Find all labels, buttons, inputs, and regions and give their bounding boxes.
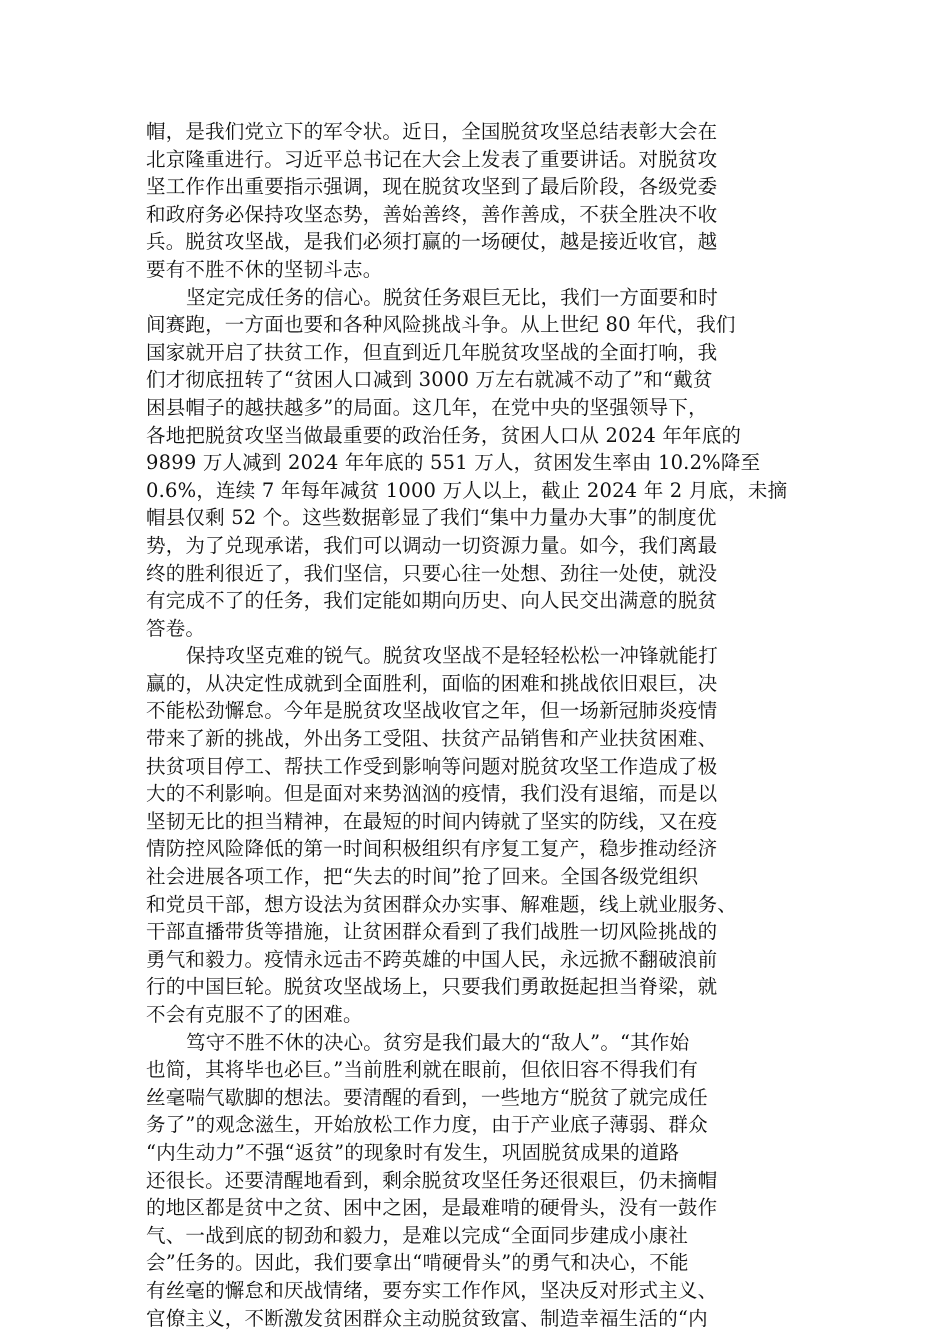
text-line: 要有不胜不休的坚韧斗志。 (146, 257, 383, 281)
text-line: 困县帽子的越扶越多”的局面。这几年，在党中央的坚强领导下， (146, 395, 708, 419)
text-line: 也简，其将毕也必巨。”当前胜利就在眼前，但依旧容不得我们有 (146, 1058, 699, 1082)
text-line: 带来了新的挑战，外出务工受阻、扶贫产品销售和产业扶贫困难、 (146, 727, 718, 751)
text-line: 终的胜利很近了，我们坚信，只要心往一处想、劲往一处使，就没 (146, 561, 718, 585)
text-line: 不能松劲懈怠。今年是脱贫攻坚战收官之年，但一场新冠肺炎疫情 (146, 699, 718, 723)
text-line: 不会有克服不了的困难。 (146, 1003, 363, 1026)
text-line: 气、一战到底的韧劲和毅力，是难以完成“全面同步建成小康社 (146, 1223, 689, 1247)
text-line: 大的不利影响。但是面对来势汹汹的疫情，我们没有退缩，而是以 (146, 782, 718, 806)
text-line: 各地把脱贫攻坚当做最重要的政治任务，贫困人口从 2024 年年底的 (146, 423, 742, 447)
text-line: 情防控风险降低的第一时间积极组织有序复工复产，稳步推动经济 (146, 837, 718, 861)
text-line: 赢的，从决定性成就到全面胜利，面临的困难和挑战依旧艰巨，决 (146, 671, 718, 695)
text-line: 国家就开启了扶贫工作，但直到近几年脱贫攻坚战的全面打响，我 (146, 340, 718, 364)
paragraph-first-line: 保持攻坚克难的锐气。脱贫攻坚战不是轻轻松松一冲锋就能打 (186, 644, 718, 668)
text-line: 勇气和毅力。疫情永远击不跨英雄的中国人民，永远掀不翻破浪前 (146, 947, 718, 971)
text-line: 会”任务的。因此，我们要拿出“啃硬骨头”的勇气和决心，不能 (146, 1251, 689, 1275)
text-line: 还很长。还要清醒地看到，剩余脱贫攻坚任务还很艰巨，仍未摘帽 (146, 1168, 718, 1192)
text-line: 和党员干部，想方设法为贫困群众办实事、解难题，线上就业服务、 (146, 892, 738, 916)
text-line: 答卷。 (146, 616, 206, 640)
text-line: 间赛跑，一方面也要和各种风险挑战斗争。从上世纪 80 年代，我们 (146, 313, 736, 337)
text-line: 北京隆重进行。习近平总书记在大会上发表了重要讲话。对脱贫攻 (146, 147, 718, 171)
text-line: 的地区都是贫中之贫、困中之困，是最难啃的硬骨头，没有一鼓作 (146, 1196, 718, 1220)
text-line: 0.6%，连续 7 年每年减贫 1000 万人以上，截止 2024 年 2 月底，未摘 (146, 478, 788, 502)
text-line: 兵。脱贫攻坚战，是我们必须打赢的一场硬仗，越是接近收官，越 (146, 230, 718, 254)
text-line: 帽，是我们党立下的军令状。近日，全国脱贫攻坚总结表彰大会在 (146, 120, 718, 143)
text-line: 坚工作作出重要指示强调，现在脱贫攻坚到了最后阶段，各级党委 (146, 175, 718, 199)
text-line: “内生动力”不强“返贫”的现象时有发生，巩固脱贫成果的道路 (146, 1140, 680, 1164)
text-line: 务了”的观念滋生，开始放松工作力度，由于产业底子薄弱、群众 (146, 1113, 708, 1137)
paragraph-first-line: 坚定完成任务的信心。脱贫任务艰巨无比，我们一方面要和时 (186, 285, 718, 309)
text-line: 干部直播带货等措施，让贫困群众看到了我们战胜一切风险挑战的 (146, 920, 718, 944)
text-line: 和政府务必保持攻坚态势，善始善终，善作善成，不获全胜决不收 (146, 202, 718, 226)
text-line: 有完成不了的任务，我们定能如期向历史、向人民交出满意的脱贫 (146, 589, 718, 613)
text-line: 势，为了兑现承诺，我们可以调动一切资源力量。如今，我们离最 (146, 533, 718, 557)
text-line: 帽县仅剩 52 个。这些数据彰显了我们“集中力量办大事”的制度优 (146, 506, 717, 530)
text-line: 们才彻底扭转了“贫困人口减到 3000 万左右就减不动了”和“戴贫 (146, 368, 713, 392)
text-line: 扶贫项目停工、帮扶工作受到影响等问题对脱贫攻坚工作造成了极 (146, 754, 718, 778)
text-line: 坚韧无比的担当精神，在最短的时间内铸就了坚实的防线，又在疫 (146, 809, 718, 833)
text-line: 行的中国巨轮。脱贫攻坚战场上，只要我们勇敢挺起担当脊梁，就 (146, 975, 718, 999)
text-line: 有丝毫的懈怠和厌战情绪，要夯实工作作风，坚决反对形式主义、 (146, 1278, 718, 1302)
text-line: 丝毫喘气歇脚的想法。要清醒的看到，一些地方“脱贫了就完成任 (146, 1085, 708, 1109)
text-line: 社会进展各项工作，把“失去的时间”抢了回来。全国各级党组织 (146, 865, 699, 889)
text-line: 官僚主义，不断激发贫困群众主动脱贫致富、制造幸福生活的“内 (146, 1306, 708, 1330)
paragraph-first-line: 笃守不胜不休的决心。贫穷是我们最大的“敌人”。“其作始 (186, 1030, 690, 1054)
document-body (146, 118, 814, 1332)
text-line: 9899 万人减到 2024 年年底的 551 万人，贫困发生率由 10.2%降至 (146, 451, 761, 475)
